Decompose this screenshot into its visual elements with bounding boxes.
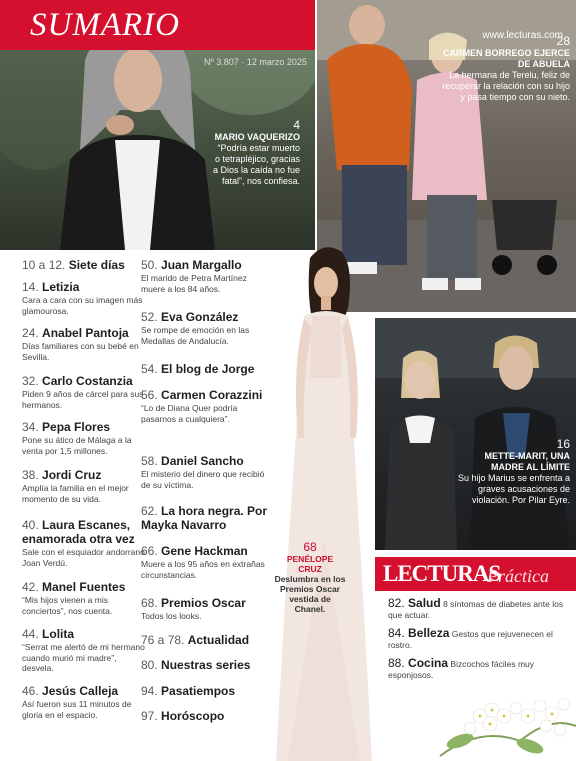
toc-item[interactable]: 38. Jordi Cruz Amplía la familia en el mejor momento de su vida. (22, 468, 129, 504)
caption-title: MARIO VAQUERIZO (214, 132, 300, 142)
mette-illustration (375, 318, 576, 550)
toc-item[interactable]: 68. Premios Oscar Todos los looks. (141, 596, 246, 621)
caption-text: La hermana de Terelu, feliz de recuperar la relación con su hijo y pasa tiempo con su nieto. (442, 70, 570, 102)
toc-item[interactable]: 97. Horóscopo (141, 709, 225, 723)
toc-item[interactable]: 10 a 12. Siete días (22, 258, 125, 272)
site-url-link[interactable]: www.lecturas.com (482, 30, 563, 41)
page-number: 68 (303, 540, 317, 554)
toc-item[interactable]: 76 a 78. Actualidad (141, 633, 250, 647)
practica-item[interactable]: 82. Salud 8 síntomas de diabetes ante los que actuar. (388, 596, 564, 620)
issue-info: Nº 3.807 · 12 marzo 2025 (204, 57, 307, 67)
caption-carmen (440, 34, 570, 103)
practica-item[interactable]: 84. Belleza Gestos que rejuvenecen el rostro. (388, 626, 553, 650)
toc-item[interactable]: 32. Carlo Costanzia Piden 9 años de cárcel para sus hermanos. (22, 374, 144, 410)
toc-item[interactable]: 46. Jesús Calleja Así fueron sus 11 minutos de gloria en el espacio. (22, 684, 132, 720)
toc-item[interactable]: 62. La hora negra. Por Mayka Navarro (141, 504, 268, 532)
practica-subtitle: Práctica (487, 566, 549, 586)
toc-item[interactable]: 58. Daniel Sancho El misterio del dinero que recibió de su víctima. (141, 454, 265, 490)
practica-item[interactable]: 88. Cocina Bizcochos fáciles muy esponjosos. (388, 656, 535, 680)
toc-item[interactable]: 80. Nuestras series (141, 658, 251, 672)
photo-mette-marit (375, 318, 576, 550)
page-number: 28 (556, 34, 570, 48)
toc-item[interactable]: 40. Laura Escanes, enamorada otra vez Sale con el esquiador andorrano Joan Verdú. (22, 518, 145, 568)
toc-column-middle (141, 258, 271, 738)
practica-brand-logo: LECTURAS (383, 561, 501, 586)
page-number: 4 (293, 118, 300, 132)
toc-item[interactable]: 56. Carmen Corazzini “Lo de Diana Quer podría pasarnos a cualquiera”. (141, 388, 263, 424)
caption-mette (455, 437, 570, 506)
caption-title: CARMEN BORREGO EJERCE DE ABUELA (442, 48, 570, 69)
toc-item[interactable]: 14. Letizia Cara a cara con su imagen más glamourosa. (22, 280, 143, 316)
photo-penelope-cruz (268, 238, 380, 761)
toc-item[interactable]: 24. Anabel Pantoja Días familiares con su bebé en Sevilla. (22, 326, 139, 362)
toc-item[interactable]: 50. Juan Margallo El marido de Petra Martínez muere a los 84 años. (141, 258, 247, 294)
toc-item[interactable]: 52. Eva González Se rompe de emoción en las Medallas de Andalucía. (141, 310, 250, 346)
caption-text: Su hijo Marius se enfrenta a graves acusaciones de violación. Por Pilar Eyre. (457, 473, 570, 505)
page-title: SUMARIO (30, 7, 180, 43)
toc-item[interactable]: 66. Gene Hackman Muere a los 95 años en extrañas circunstancias. (141, 544, 265, 580)
toc-item[interactable]: 54. El blog de Jorge (141, 362, 255, 376)
toc-column-left (22, 258, 146, 738)
caption-penelope (274, 540, 346, 614)
caption-title: METTE-MARIT, UNA MADRE AL LÍMITE (484, 451, 570, 472)
toc-item[interactable]: 34. Pepa Flores Pone su ático de Málaga a la venta por 1,5 millones. (22, 420, 132, 456)
flowers-decoration (420, 686, 576, 761)
caption-title: PENÉLOPE CRUZ (286, 554, 334, 574)
toc-item[interactable]: 42. Manel Fuentes “Mis hijos vienen a mis conciertos”, nos cuenta. (22, 580, 126, 616)
page-number: 16 (556, 437, 570, 451)
caption-text: “Podría estar muerto o tetrapléjico, gracias a Dios la caída no fue fatal”, nos confiesa. (212, 143, 300, 186)
toc-item[interactable]: 94. Pasatiempos (141, 684, 236, 698)
toc-item[interactable]: 44. Lolita “Serrat me alertó de mi hermano cuando murió mi madre”, desvela. (22, 627, 145, 673)
caption-mario (210, 118, 300, 187)
caption-text: Deslumbra en los Premios Oscar vestida de Chanel. (274, 574, 346, 614)
